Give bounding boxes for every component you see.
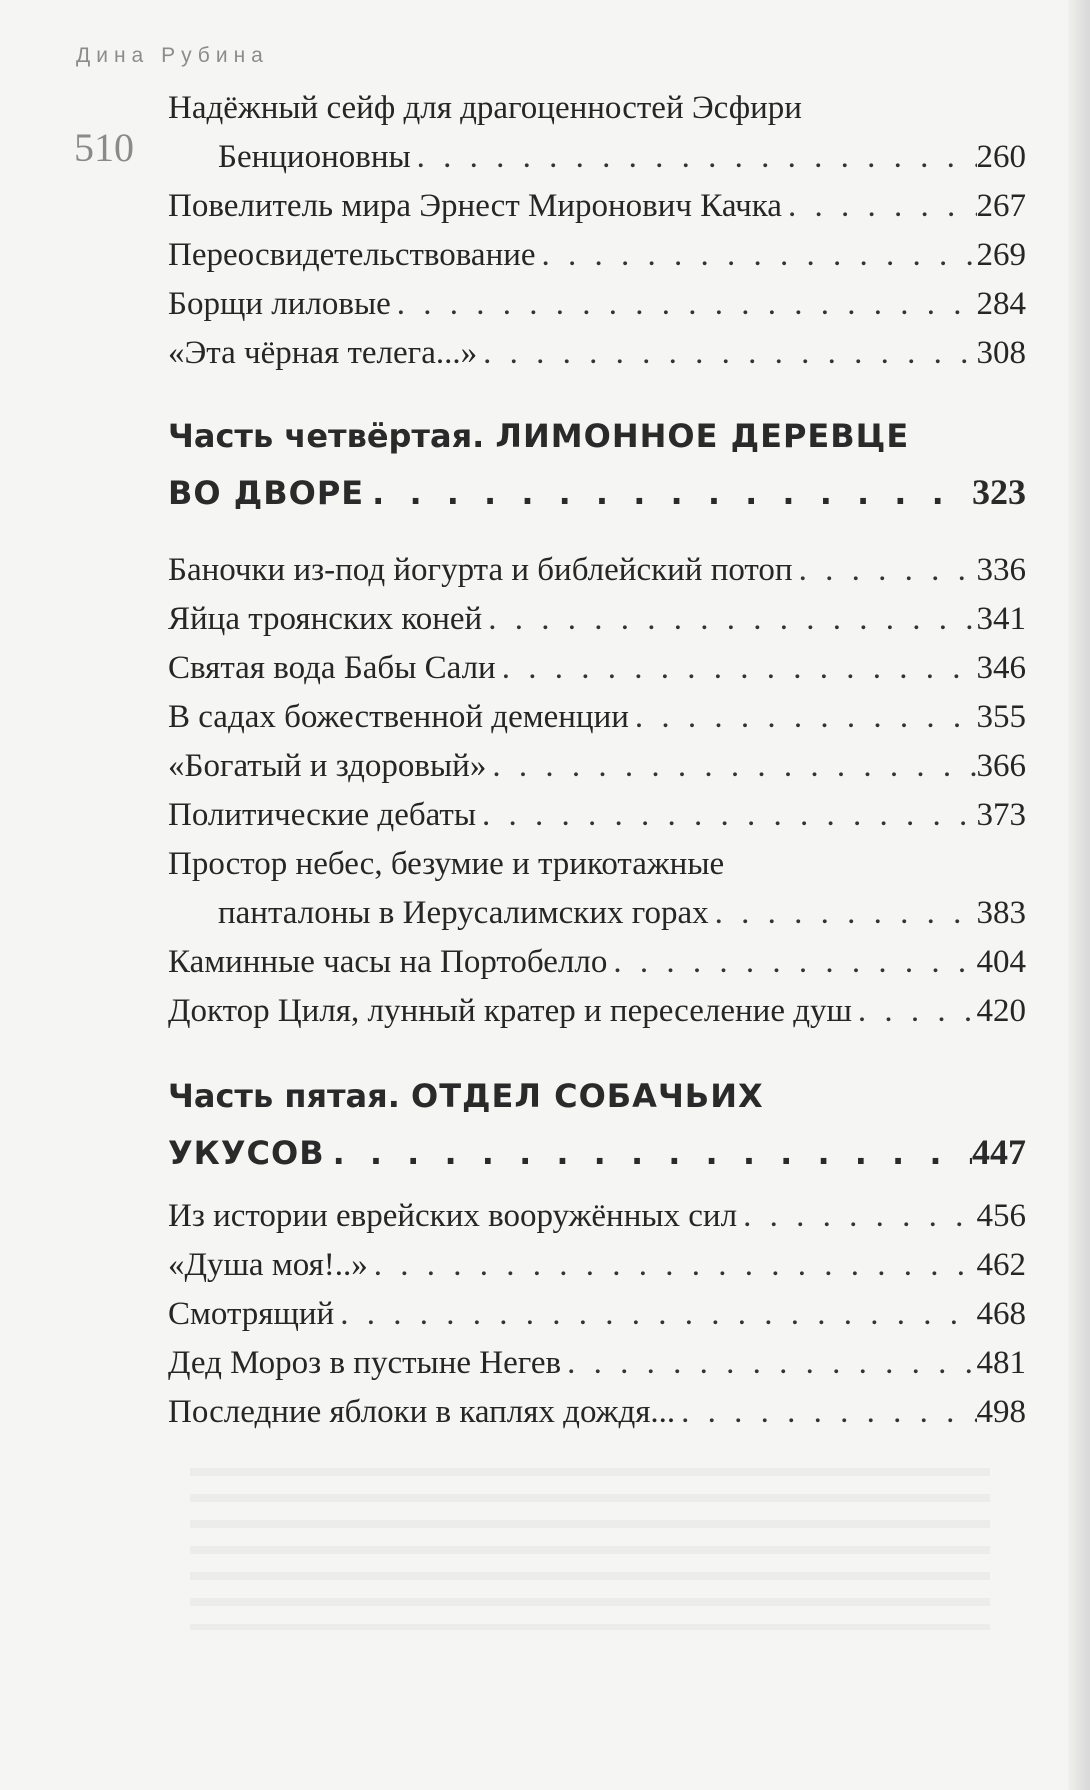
running-header-author: Дина Рубина xyxy=(76,44,269,67)
dot-leader xyxy=(364,465,972,521)
toc-entry-title: Борщи лиловые xyxy=(168,286,391,322)
toc-entry-title: Каминные часы на Портобелло xyxy=(168,944,608,980)
dot-leader xyxy=(368,1241,977,1290)
part-page: 447 xyxy=(972,1132,1026,1172)
toc-entry[interactable] xyxy=(168,840,1026,938)
part-heading-line2 xyxy=(168,464,1026,521)
toc-entry[interactable] xyxy=(168,693,1026,742)
toc-entry-title: Яйца троянских коней xyxy=(168,601,483,637)
page-edge-shadow xyxy=(1068,0,1090,1790)
part-heading-line1 xyxy=(168,1068,1026,1124)
dot-leader xyxy=(782,182,977,231)
toc-entry-title: «Богатый и здоровый» xyxy=(168,748,487,784)
toc-entry[interactable] xyxy=(168,791,1026,840)
toc-entry-title-line1: Простор небес, безумие и трикотажные xyxy=(168,846,725,882)
part-title-line2: ВО ДВОРЕ xyxy=(168,474,365,512)
part-heading-line1 xyxy=(168,408,1026,464)
dot-leader xyxy=(561,1339,976,1388)
toc-entry[interactable] xyxy=(168,1192,1026,1241)
toc-entry-title: «Эта чёрная телега...» xyxy=(168,335,478,371)
toc-entry-title: Смотрящий xyxy=(168,1296,335,1332)
dot-leader xyxy=(325,1125,972,1181)
dot-leader xyxy=(486,742,976,791)
toc-entry-page: 420 xyxy=(976,993,1026,1029)
dot-leader xyxy=(709,889,977,938)
toc-entry-title: Переосвидетельствование xyxy=(168,237,536,273)
dot-leader xyxy=(476,791,976,840)
dot-leader xyxy=(852,987,977,1036)
dot-leader xyxy=(391,280,977,329)
toc-entry-page: 269 xyxy=(976,237,1026,273)
toc-entry-title: Святая вода Бабы Сали xyxy=(168,650,496,686)
toc-part-four-list xyxy=(168,546,1026,1036)
part-heading-line2 xyxy=(168,1124,1026,1181)
toc-entry-title: Последние яблоки в каплях дождя... xyxy=(168,1394,676,1430)
toc-entry-page: 341 xyxy=(976,601,1026,637)
dot-leader xyxy=(411,133,977,182)
toc-entry-page: 346 xyxy=(976,650,1026,686)
part-label: Часть четвёртая. xyxy=(168,417,485,455)
toc-entry-title: «Душа моя!..» xyxy=(168,1247,368,1283)
toc-entry[interactable] xyxy=(168,231,1026,280)
part-title-line2: УКУСОВ xyxy=(168,1134,325,1172)
toc-entry[interactable] xyxy=(168,182,1026,231)
toc-entry-title: В садах божественной деменции xyxy=(168,699,629,735)
part-title-line1: ЛИМОННОЕ ДЕРЕВЦЕ xyxy=(495,417,910,455)
toc-entry-title: Доктор Циля, лунный кратер и переселение душ xyxy=(168,993,852,1029)
toc-entry-title: Из истории еврейских вооружённых сил xyxy=(168,1198,738,1234)
dot-leader xyxy=(334,1290,976,1339)
part-page: 323 xyxy=(972,472,1026,512)
toc-entry[interactable] xyxy=(168,84,1026,182)
toc-entry-page: 267 xyxy=(976,188,1026,224)
toc-entry-page: 260 xyxy=(976,139,1026,175)
page-number: 510 xyxy=(74,125,134,170)
toc-entry-page: 481 xyxy=(976,1345,1026,1381)
toc-entry-title-line1: Надёжный сейф для драгоценностей Эсфири xyxy=(168,90,802,126)
toc-entry-page: 308 xyxy=(976,335,1026,371)
dot-leader xyxy=(482,595,976,644)
toc-entry-page: 456 xyxy=(976,1198,1026,1234)
toc-entry-title: Политические дебаты xyxy=(168,797,477,833)
part-label: Часть пятая. xyxy=(168,1077,400,1115)
toc-entry-page: 373 xyxy=(976,797,1026,833)
dot-leader xyxy=(737,1192,976,1241)
toc-entry[interactable] xyxy=(168,595,1026,644)
toc-entry-title: Баночки из-под йогурта и библейский потоп xyxy=(168,552,793,588)
dot-leader xyxy=(536,231,977,280)
toc-entry[interactable] xyxy=(168,1290,1026,1339)
toc-entry-page: 404 xyxy=(976,944,1026,980)
toc-entry[interactable] xyxy=(168,742,1026,791)
dot-leader xyxy=(607,938,976,987)
toc-entry-page: 366 xyxy=(976,748,1026,784)
toc-entry[interactable] xyxy=(168,329,1026,378)
dot-leader xyxy=(675,1388,976,1437)
toc-part-heading-four[interactable] xyxy=(168,408,1026,521)
toc-entry-page: 462 xyxy=(976,1247,1026,1283)
toc-entry[interactable] xyxy=(168,938,1026,987)
toc-section-continued xyxy=(168,84,1026,378)
toc-entry[interactable] xyxy=(168,1388,1026,1437)
show-through-text-bleed xyxy=(190,1450,990,1630)
toc-entry-title: Повелитель мира Эрнест Миронович Качка xyxy=(168,188,782,224)
toc-entry-page: 498 xyxy=(976,1394,1026,1430)
toc-entry-title: Дед Мороз в пустыне Негев xyxy=(168,1345,562,1381)
toc-entry-page: 468 xyxy=(976,1296,1026,1332)
toc-part-five-list xyxy=(168,1192,1026,1437)
toc-part-heading-five[interactable] xyxy=(168,1068,1026,1181)
toc-entry[interactable] xyxy=(168,1241,1026,1290)
toc-entry-title-line2: Бенционовны xyxy=(218,139,411,175)
dot-leader xyxy=(477,329,976,378)
toc-entry-title-line2: панталоны в Иерусалимских горах xyxy=(218,895,709,931)
toc-entry[interactable] xyxy=(168,987,1026,1036)
toc-entry[interactable] xyxy=(168,280,1026,329)
toc-entry[interactable] xyxy=(168,546,1026,595)
part-title-line1: ОТДЕЛ СОБАЧЬИХ xyxy=(410,1077,764,1115)
dot-leader xyxy=(793,546,977,595)
dot-leader xyxy=(629,693,977,742)
toc-entry-page: 336 xyxy=(976,552,1026,588)
toc-entry-page: 284 xyxy=(976,286,1026,322)
toc-entry[interactable] xyxy=(168,644,1026,693)
toc-entry-page: 355 xyxy=(976,699,1026,735)
toc-entry-page: 383 xyxy=(976,895,1026,931)
dot-leader xyxy=(496,644,977,693)
toc-entry[interactable] xyxy=(168,1339,1026,1388)
